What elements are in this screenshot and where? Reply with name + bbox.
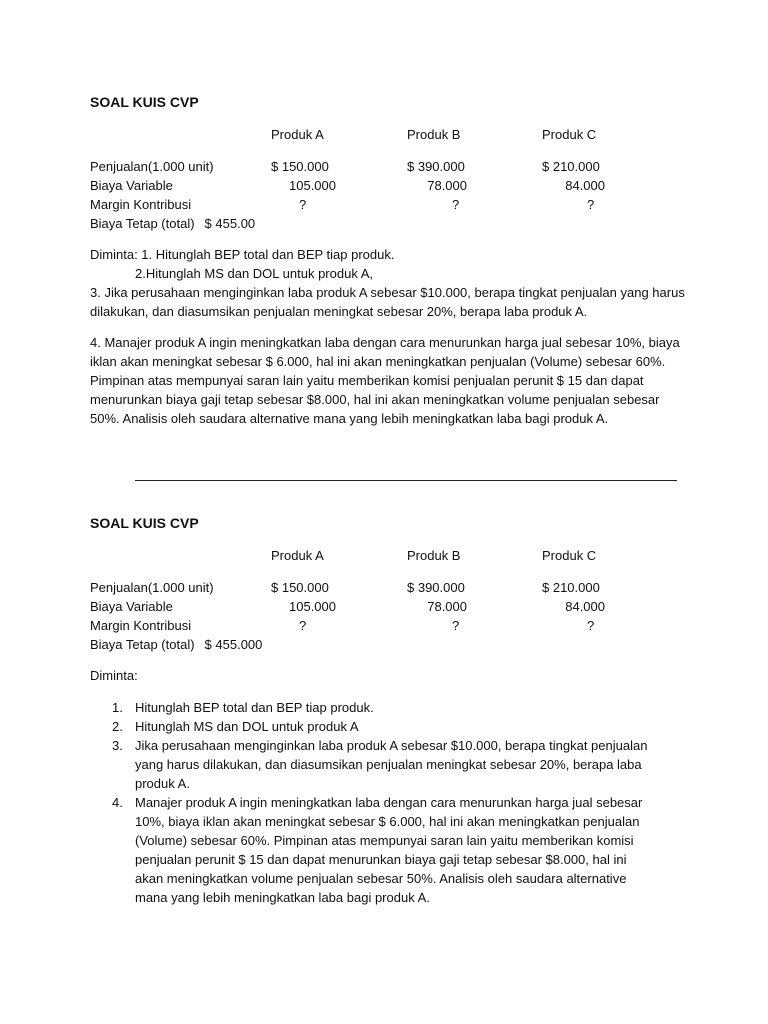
fixed-cost-label: Biaya Tetap (total) — [90, 637, 195, 652]
row-label: Biaya Variable — [90, 178, 173, 193]
table-row-biaya-tetap — [90, 635, 690, 654]
cvp-table — [90, 578, 690, 654]
list-item-number: 3. — [112, 738, 123, 753]
cell-produk-b: ? — [452, 197, 460, 212]
table-row-biaya-variable — [90, 597, 690, 616]
list-item-number: 1. — [112, 700, 123, 715]
quiz-section-2 — [90, 514, 690, 907]
row-label: Biaya Variable — [90, 599, 173, 614]
column-headers — [90, 546, 690, 565]
fixed-cost-line — [90, 214, 255, 233]
column-header-produk-b: Produk B — [407, 127, 461, 142]
horizontal-divider — [135, 480, 677, 481]
fixed-cost-label: Biaya Tetap (total) — [90, 216, 195, 231]
requests-block — [90, 245, 690, 428]
section-title: SOAL KUIS CVP — [90, 515, 199, 531]
cell-produk-b: $ 390.000 — [407, 159, 465, 174]
table-row-penjualan — [90, 578, 690, 597]
request-line-1: Diminta: 1. Hitunglah BEP total dan BEP tiap produk. — [90, 247, 395, 262]
requests-list — [90, 698, 650, 907]
column-header-produk-a: Produk A — [271, 127, 324, 142]
fixed-cost-value: $ 455.000 — [204, 637, 263, 652]
cell-produk-c: $ 210.000 — [542, 159, 600, 174]
list-item — [90, 698, 650, 717]
cell-produk-c: $ 210.000 — [542, 580, 600, 595]
cell-produk-c: ? — [587, 618, 595, 633]
table-row-biaya-variable — [90, 176, 690, 195]
cell-produk-b: ? — [452, 618, 460, 633]
list-item — [90, 793, 650, 907]
table-row-penjualan — [90, 157, 690, 176]
list-item-text: Jika perusahaan menginginkan laba produk A sebesar $10.000, berapa tingkat penjualan yang harus dilakukan, dan diasumsikan penjualan meningkat sebesar 20%, berapa laba produk A. — [135, 738, 648, 791]
column-header-produk-a: Produk A — [271, 548, 324, 563]
cell-produk-c: 84.000 — [565, 599, 605, 614]
table-row-margin-kontribusi — [90, 616, 690, 635]
cell-produk-a: $ 150.000 — [271, 580, 329, 595]
request-paragraph-3: 3. Jika perusahaan menginginkan laba produk A sebesar $10.000, berapa tingkat penjualan yang harus dilakukan, dan diasumsikan penjualan meningkat sebesar 20%, berapa laba produk A. — [90, 285, 685, 319]
cell-produk-b: 78.000 — [427, 599, 467, 614]
list-item-text: Hitunglah MS dan DOL untuk produk A — [135, 719, 359, 734]
cell-produk-c: 84.000 — [565, 178, 605, 193]
quiz-section-1 — [90, 93, 690, 428]
cell-produk-a: $ 150.000 — [271, 159, 329, 174]
row-label: Penjualan(1.000 unit) — [90, 580, 214, 595]
cvp-table — [90, 157, 690, 233]
list-item-text: Manajer produk A ingin meningkatkan laba dengan cara menurunkan harga jual sebesar 10%, biaya iklan akan meningkat sebesar $ 6.000, hal ini akan meningkatkan penjualan (Volume) sebesar 60%. Pimpinan atas mempunyai saran lain yaitu memberikan komisi penjualan perunit $ 15 dan dapat menurunkan biaya gaji tetap sebesar $8.000, hal ini akan meningkatkan volume penjualan sebesar 50%. Analisis oleh saudara alternative mana yang lebih meningkatkan laba bagi produk A. — [135, 795, 643, 905]
column-header-produk-b: Produk B — [407, 548, 461, 563]
table-row-biaya-tetap — [90, 214, 690, 233]
table-row-margin-kontribusi — [90, 195, 690, 214]
fixed-cost-line — [90, 635, 262, 654]
requests-label: Diminta: — [90, 668, 138, 683]
cell-produk-a: 105.000 — [289, 178, 336, 193]
row-label: Margin Kontribusi — [90, 197, 192, 212]
list-item-number: 4. — [112, 795, 123, 810]
row-label: Margin Kontribusi — [90, 618, 192, 633]
list-item — [90, 717, 650, 736]
cell-produk-b: $ 390.000 — [407, 580, 465, 595]
row-label: Penjualan(1.000 unit) — [90, 159, 214, 174]
request-line-2: 2.Hitunglah MS dan DOL untuk produk A, — [135, 266, 373, 281]
list-item-text: Hitunglah BEP total dan BEP tiap produk. — [135, 700, 374, 715]
section-title: SOAL KUIS CVP — [90, 94, 199, 110]
column-header-produk-c: Produk C — [542, 548, 597, 563]
cell-produk-a: 105.000 — [289, 599, 336, 614]
list-item — [90, 736, 650, 793]
list-item-number: 2. — [112, 719, 123, 734]
fixed-cost-value: $ 455.00 — [204, 216, 256, 231]
cell-produk-c: ? — [587, 197, 595, 212]
column-header-produk-c: Produk C — [542, 127, 597, 142]
column-headers — [90, 125, 690, 144]
cell-produk-b: 78.000 — [427, 178, 467, 193]
cell-produk-a: ? — [299, 618, 307, 633]
request-paragraph-4: 4. Manajer produk A ingin meningkatkan laba dengan cara menurunkan harga jual sebesar 10%, biaya iklan akan meningkat sebesar $ 6.000, hal ini akan meningkatkan penjualan (Volume) sebesar 60%. Pimpinan atas mempunyai saran lain yaitu memberikan komisi penjualan perunit $ 15 dan dapat menurunkan biaya gaji tetap sebesar $8.000, hal ini akan meningkatkan volume penjualan sebesar 50%. Analisis oleh saudara alternative mana yang lebih meningkatkan laba bagi produk A. — [90, 335, 680, 426]
cell-produk-a: ? — [299, 197, 307, 212]
